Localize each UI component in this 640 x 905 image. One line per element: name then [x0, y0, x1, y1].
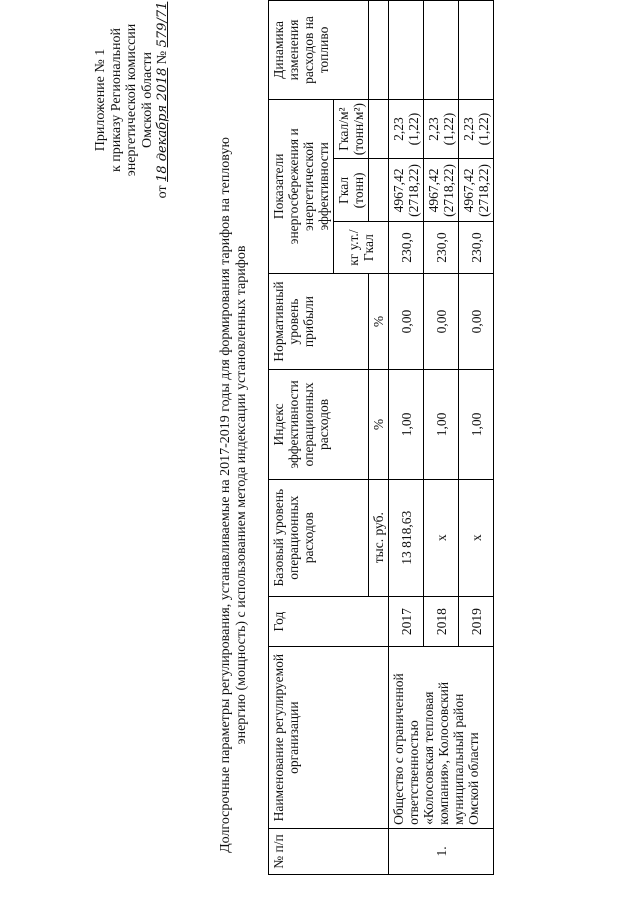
unit-base: тыс. руб.: [369, 479, 389, 596]
appendix-title: Приложение № 1: [93, 48, 108, 152]
cell-base: 13 818,63: [389, 479, 424, 596]
handwritten-date: 18 декабря 2018: [155, 67, 170, 182]
cell-gkal: [424, 159, 459, 222]
cell-base: х: [424, 479, 459, 596]
cell-gkal-m2: [424, 99, 459, 158]
unit-profit: %: [369, 273, 389, 370]
table-row: [389, 1, 424, 875]
cell-year: 2019: [459, 596, 494, 647]
cell-dyn: [459, 1, 494, 100]
unit-kg: кг у.т./ Гкал: [334, 222, 389, 273]
gkal-m2-tonnes: (1,22): [476, 112, 491, 146]
number-label: №: [155, 50, 170, 65]
row-organization: Общество с ограниченной ответственностью «Колосовская тепловая компания», Колосовский муниципальный район Омской области: [389, 647, 494, 829]
appendix-block: [93, 0, 171, 200]
cell-year: 2018: [424, 596, 459, 647]
appendix-order-ref: к приказу Региональной: [108, 27, 124, 173]
cell-kg: 230,0: [459, 222, 494, 273]
gkal-value: 4967,42: [426, 168, 441, 213]
header-year: Год: [269, 596, 389, 647]
appendix-commission: энергетической комиссии: [124, 23, 139, 177]
appendix-region: Омской области: [139, 51, 155, 149]
gkal-tonnes: (2718,22): [406, 163, 421, 217]
header-energy: Показатели энергосбережения и энергетической эффективности: [269, 99, 334, 273]
header-no: № п/п: [269, 828, 389, 874]
cell-profit: 0,00: [459, 273, 494, 370]
header-idx: Индекс эффективности операционных расходов: [269, 370, 369, 479]
cell-dyn: [424, 1, 459, 100]
gkal-m2-tonnes: (1,22): [441, 112, 456, 146]
gkal-m2-value: 2,23: [391, 117, 406, 141]
gkal-m2-value: 2,23: [461, 117, 476, 141]
cell-kg: 230,0: [389, 222, 424, 273]
cell-gkal: [389, 159, 424, 222]
gkal-tonnes: (2718,22): [441, 163, 456, 217]
gkal-value: 4967,42: [461, 168, 476, 213]
unit-gkal-m2-blank: [369, 99, 389, 158]
unit-gkal-m2: Гкал/м² (тонн/м²): [334, 99, 369, 158]
gkal-m2-tonnes: (1,22): [406, 112, 421, 146]
cell-gkal: [459, 159, 494, 222]
unit-gkal: Гкал (тонн): [334, 159, 369, 222]
unit-idx: %: [369, 370, 389, 479]
handwritten-number: 579/71: [155, 1, 170, 48]
appendix-date-line: [155, 0, 171, 200]
cell-year: 2017: [389, 596, 424, 647]
cell-idx: 1,00: [389, 370, 424, 479]
header-row: [269, 1, 334, 875]
header-profit: Нормативный уровень прибыли: [269, 273, 369, 370]
cell-dyn: [389, 1, 424, 100]
cell-kg: 230,0: [424, 222, 459, 273]
document-title: [218, 115, 250, 875]
cell-gkal-m2: [389, 99, 424, 158]
cell-base: х: [459, 479, 494, 596]
gkal-m2-value: 2,23: [426, 117, 441, 141]
unit-gkal-blank: [369, 159, 389, 222]
cell-idx: 1,00: [459, 370, 494, 479]
cell-gkal-m2: [459, 99, 494, 158]
cell-profit: 0,00: [389, 273, 424, 370]
gkal-tonnes: (2718,22): [476, 163, 491, 217]
parameters-table: [268, 0, 494, 875]
unit-dyn-blank: [369, 1, 389, 100]
gkal-value: 4967,42: [391, 168, 406, 213]
row-number: 1.: [389, 828, 494, 874]
date-prefix: от: [155, 185, 170, 199]
header-dyn: Динамика изменения расходов на топливо: [269, 1, 369, 100]
title-line-2: энергию (мощность) с использованием метода индексации установленных тарифов: [234, 245, 249, 745]
header-org: Наименование регулируемой организации: [269, 647, 389, 829]
header-base: Базовый уровень операционных расходов: [269, 479, 369, 596]
cell-idx: 1,00: [424, 370, 459, 479]
title-line-1: Долгосрочные параметры регулирования, устанавливаемые на 2017-2019 годы для формирования тарифов на тепловую: [218, 137, 233, 853]
cell-profit: 0,00: [424, 273, 459, 370]
